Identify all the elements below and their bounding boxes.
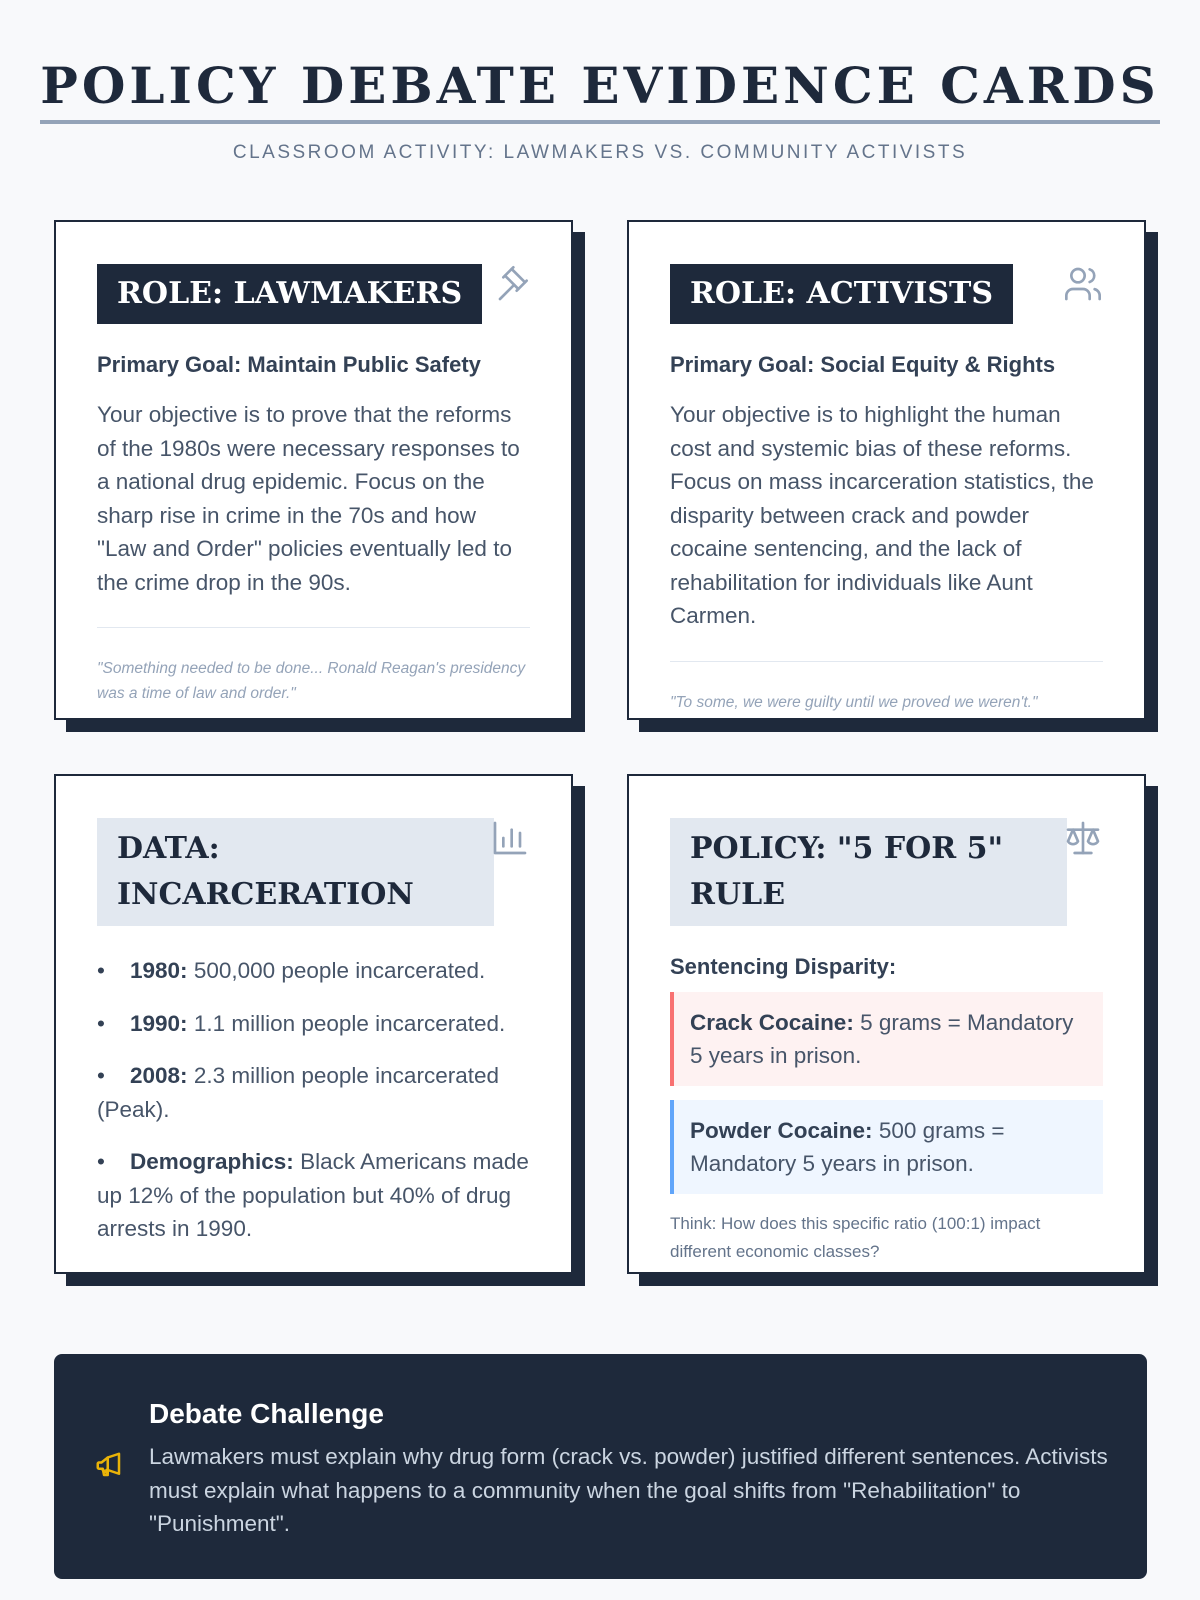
- page-subtitle: CLASSROOM ACTIVITY: LAWMAKERS VS. COMMUNITY ACTIVISTS: [232, 142, 968, 163]
- stat-label: 1990:: [130, 1010, 188, 1036]
- users-icon: [1063, 264, 1103, 304]
- crack-label: Crack Cocaine:: [690, 1010, 854, 1035]
- page-header: [0, 56, 1200, 124]
- list-item: • 1980: 500,000 people incarcerated.: [97, 958, 486, 983]
- sentencing-disparity-heading: Sentencing Disparity:: [670, 954, 897, 979]
- activists-divider: [670, 661, 1103, 662]
- list-item: • Demographics: Black Americans made up 12% of the population but 40% of drug arrests in 1990.: [97, 1149, 529, 1241]
- scale-icon: [1063, 818, 1103, 858]
- stat-text: 500,000 people incarcerated.: [193, 958, 486, 983]
- powder-cocaine-box: [670, 1100, 1103, 1194]
- activists-goal: Primary Goal: Social Equity & Rights: [670, 352, 1056, 377]
- lawmakers-role-tag: ROLE: LAWMAKERS: [97, 264, 482, 324]
- data-tag: DATA: INCARCERATION: [97, 818, 494, 926]
- page-title: POLICY DEBATE EVIDENCE CARDS: [40, 56, 1160, 124]
- lawmakers-goal: Primary Goal: Maintain Public Safety: [97, 352, 481, 377]
- activists-card: [627, 220, 1146, 720]
- lawmakers-card: [54, 220, 573, 720]
- think-prompt: Think: How does this specific ratio (100:1) impact different economic classes?: [670, 1214, 1041, 1261]
- debate-challenge-banner: [54, 1354, 1147, 1579]
- megaphone-icon: [94, 1450, 124, 1480]
- incarceration-stats-list: [97, 954, 530, 1246]
- crack-text: 5 grams = Mandatory 5 years in prison.: [690, 1010, 1074, 1068]
- challenge-text: Lawmakers must explain why drug form (crack vs. powder) justified different sentences. Activists must explain what happens to a community when the goal shifts from "Rehabilitation" to "Punishment".: [149, 1444, 1108, 1536]
- stat-text: 2.3 million people incarcerated (Peak).: [97, 1063, 499, 1122]
- list-item: • 1990: 1.1 million people incarcerated.: [97, 1010, 506, 1036]
- activists-objective: Your objective is to highlight the human cost and systemic bias of these reforms. Focus on mass incarceration statistics, the disparity between crack and powder cocaine sentencing, and the lack of rehabilitation for individuals like Aunt Carmen.: [670, 402, 1094, 628]
- stat-label: Demographics:: [130, 1149, 294, 1174]
- incarceration-data-card: [54, 774, 573, 1274]
- challenge-title: Debate Challenge: [149, 1398, 384, 1429]
- gavel-icon: [490, 264, 530, 304]
- stat-label: 1980:: [130, 958, 188, 983]
- powder-label: Powder Cocaine:: [690, 1118, 873, 1143]
- crack-cocaine-box: [670, 992, 1103, 1086]
- bar-chart-icon: [490, 818, 530, 858]
- activists-quote: "To some, we were guilty until we proved we weren't.": [670, 693, 1038, 711]
- activists-role-tag: ROLE: ACTIVISTS: [670, 264, 1013, 324]
- policy-card: [627, 774, 1146, 1274]
- powder-text: 500 grams = Mandatory 5 years in prison.: [690, 1118, 1005, 1176]
- lawmakers-quote: "Something needed to be done... Ronald Reagan's presidency was a time of law and order.": [97, 660, 526, 702]
- stat-text: 1.1 million people incarcerated.: [193, 1010, 506, 1036]
- list-item: • 2008: 2.3 million people incarcerated (Peak).: [97, 1063, 499, 1122]
- stat-label: 2008:: [130, 1063, 188, 1088]
- lawmakers-objective: Your objective is to prove that the reforms of the 1980s were necessary responses to a national drug epidemic. Focus on the sharp rise in crime in the 70s and how "Law and Order" policies eventually led to the crime drop in the 90s.: [97, 402, 520, 595]
- lawmakers-divider: [97, 627, 530, 628]
- policy-tag: POLICY: "5 FOR 5" RULE: [670, 818, 1067, 926]
- stat-text: Black Americans made up 12% of the population but 40% of drug arrests in 1990.: [97, 1149, 529, 1241]
